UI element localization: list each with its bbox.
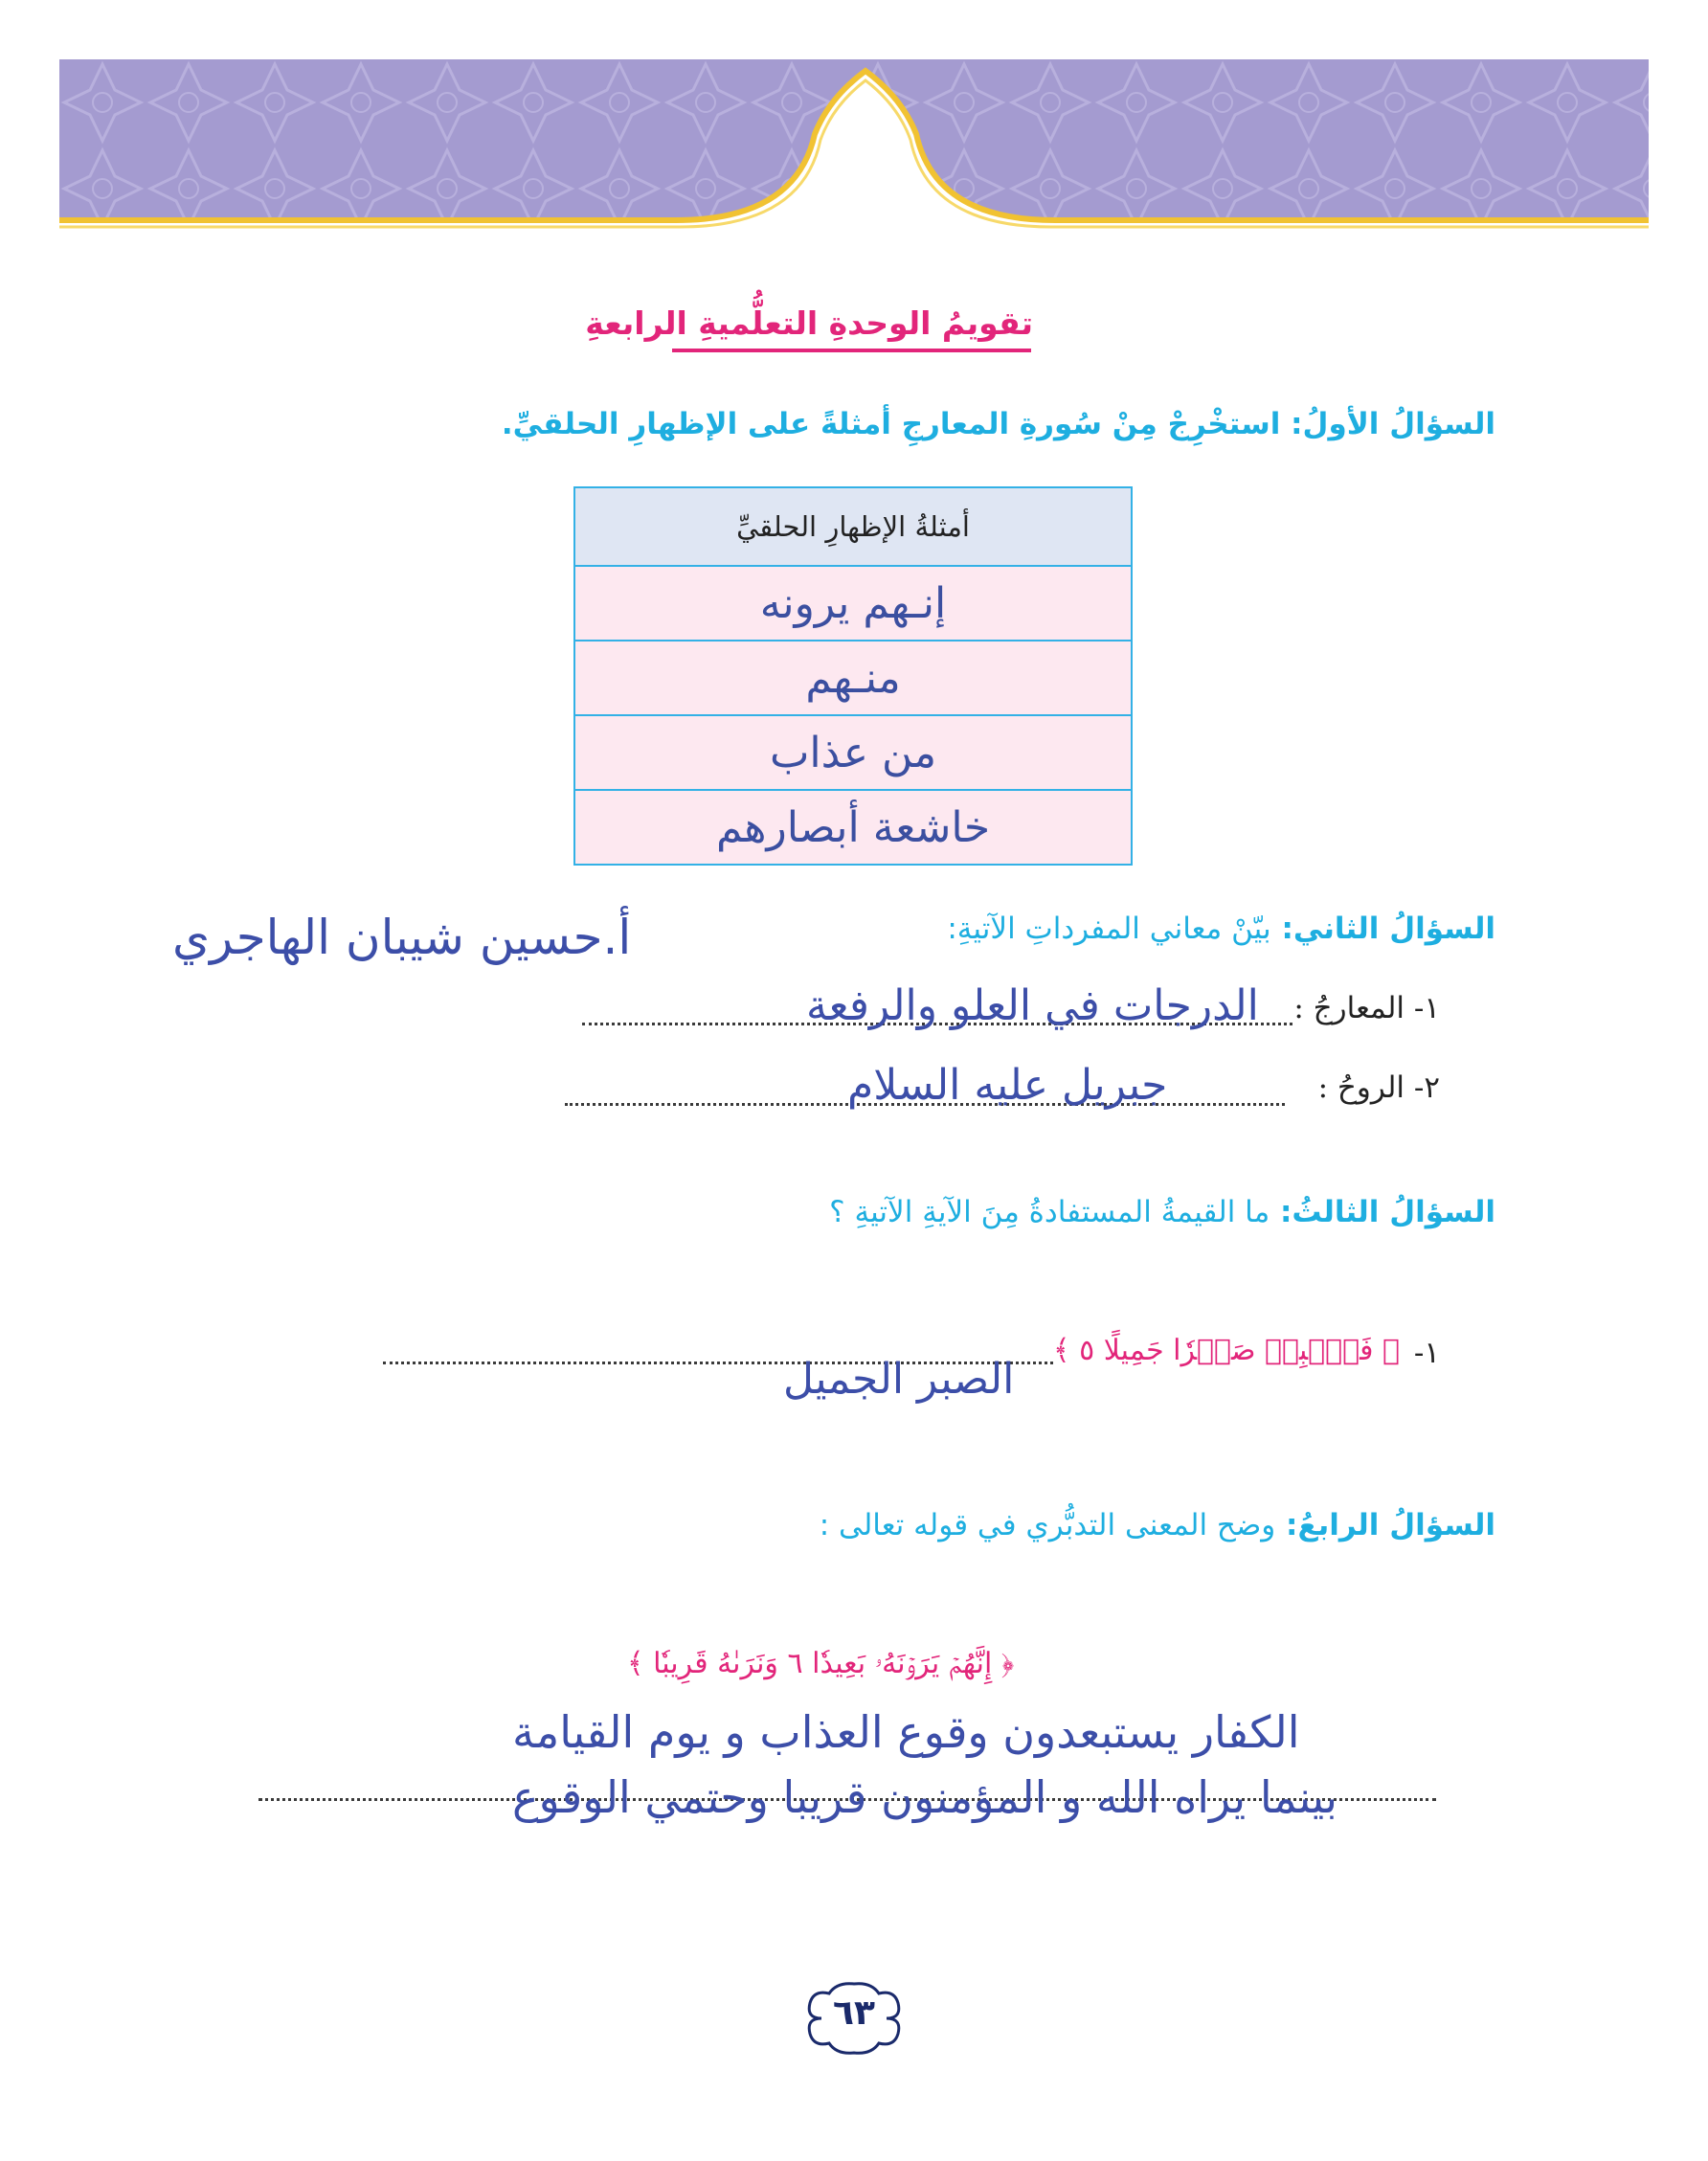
question-3-head: السؤالُ الثالثُ: <box>1280 1195 1495 1229</box>
question-4-text: وضح المعنى التدبُّري في قوله تعالى : <box>819 1508 1276 1542</box>
q2-item-2-answer[interactable]: جبريل عليه السلام <box>847 1061 1168 1110</box>
question-1-text: استخْرِجْ مِنْ سُورةِ المعارجِ أمثلةً على الإظهارِ الحلقيِّ. <box>501 407 1281 441</box>
q4-answer-line-1[interactable]: الكفار يستبعدون وقوع العذاب و يوم القيامة <box>512 1706 1300 1758</box>
title-underline <box>672 349 1031 352</box>
q2-item-2-label: ٢- الروحُ : <box>1317 1070 1440 1105</box>
page-number: ٦٣ <box>833 1993 875 2033</box>
question-2 <box>947 912 1495 946</box>
examples-table <box>573 486 1133 866</box>
table-row: خاشعة أبصارهم <box>575 791 1131 864</box>
question-4 <box>820 1508 1495 1542</box>
page-title: تقويمُ الوحدةِ التعلُّميةِ الرابعةِ <box>585 304 1033 342</box>
teacher-name: أ.حسين شيبان الهاجري <box>172 910 632 965</box>
q2-item-1-label: ١- المعارجُ : <box>1293 991 1440 1025</box>
table-row: من عذاب <box>575 716 1131 791</box>
question-2-text: بيّنْ معاني المفرداتِ الآتيةِ: <box>947 912 1271 946</box>
q4-answer-line-2[interactable]: بينما يراه الله و المؤمنون قريبا وحتمي الوقوع <box>512 1771 1338 1823</box>
question-1 <box>502 407 1495 441</box>
table-row: منـهم <box>575 642 1131 716</box>
header-banner <box>59 59 1649 241</box>
question-3 <box>829 1195 1495 1229</box>
q3-item-label: ١- <box>1413 1336 1440 1370</box>
table-header: أمثلةُ الإظهارِ الحلقيِّ <box>575 488 1131 567</box>
table-row: إنـهم يرونه <box>575 567 1131 642</box>
q3-answer[interactable]: الصبر الجميل <box>783 1355 1015 1404</box>
question-3-text: ما القيمةُ المستفادةُ مِنَ الآيةِ الآتيةِ ؟ <box>829 1195 1270 1229</box>
question-2-head: السؤالُ الثاني: <box>1281 912 1495 946</box>
question-4-head: السؤالُ الرابعُ: <box>1286 1508 1495 1542</box>
q4-verse: ﴿ إِنَّهُمۡ يَرَوۡنَهُۥ بَعِيدٗا ٦ وَنَرَىٰهُ قَرِيبٗا ﴾ <box>627 1647 1015 1680</box>
q3-verse: ﴿ فَٱصۡبِرۡ صَبۡرٗا جَمِيلًا ٥ ﴾ <box>1052 1334 1400 1367</box>
q2-item-1-answer[interactable]: الدرجات في العلو والرفعة <box>806 981 1259 1030</box>
question-1-head: السؤالُ الأولُ: <box>1291 407 1495 441</box>
